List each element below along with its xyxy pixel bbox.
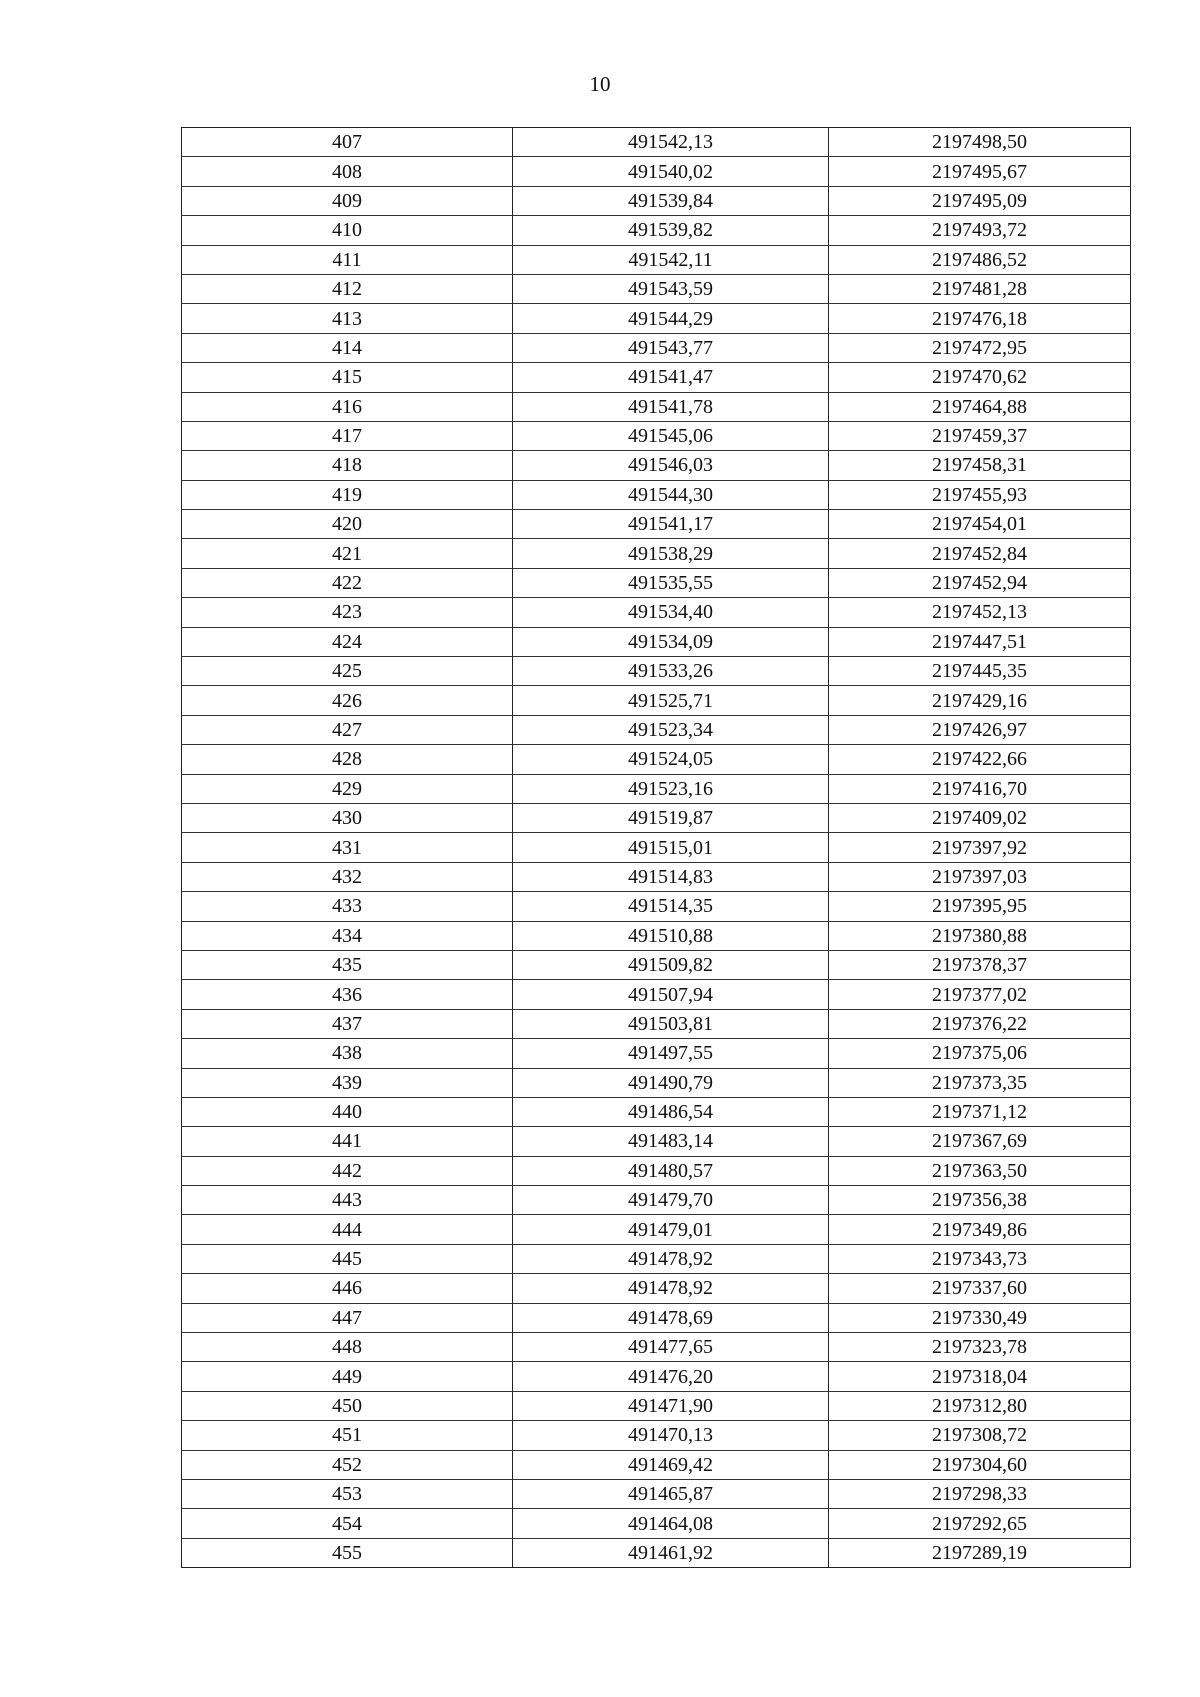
point-number-cell: 415 xyxy=(182,363,513,392)
point-number-cell: 432 xyxy=(182,862,513,891)
point-number-cell: 430 xyxy=(182,803,513,832)
y-coordinate-cell: 2197454,01 xyxy=(829,510,1131,539)
y-coordinate-cell: 2197292,65 xyxy=(829,1509,1131,1538)
x-coordinate-cell: 491542,13 xyxy=(513,128,829,157)
point-number-cell: 434 xyxy=(182,921,513,950)
x-coordinate-cell: 491543,77 xyxy=(513,333,829,362)
x-coordinate-cell: 491478,92 xyxy=(513,1244,829,1273)
y-coordinate-cell: 2197464,88 xyxy=(829,392,1131,421)
y-coordinate-cell: 2197495,09 xyxy=(829,186,1131,215)
y-coordinate-cell: 2197397,92 xyxy=(829,833,1131,862)
point-number-cell: 448 xyxy=(182,1333,513,1362)
table-row xyxy=(182,774,1131,803)
x-coordinate-cell: 491539,84 xyxy=(513,186,829,215)
x-coordinate-cell: 491534,09 xyxy=(513,627,829,656)
point-number-cell: 450 xyxy=(182,1391,513,1420)
table-row xyxy=(182,1421,1131,1450)
y-coordinate-cell: 2197486,52 xyxy=(829,245,1131,274)
point-number-cell: 442 xyxy=(182,1156,513,1185)
table-row xyxy=(182,392,1131,421)
y-coordinate-cell: 2197376,22 xyxy=(829,1009,1131,1038)
x-coordinate-cell: 491515,01 xyxy=(513,833,829,862)
x-coordinate-cell: 491543,59 xyxy=(513,274,829,303)
point-number-cell: 424 xyxy=(182,627,513,656)
table-row xyxy=(182,1303,1131,1332)
x-coordinate-cell: 491507,94 xyxy=(513,980,829,1009)
table-row xyxy=(182,128,1131,157)
table-row xyxy=(182,627,1131,656)
y-coordinate-cell: 2197289,19 xyxy=(829,1538,1131,1567)
point-number-cell: 426 xyxy=(182,686,513,715)
y-coordinate-cell: 2197298,33 xyxy=(829,1479,1131,1508)
table-row xyxy=(182,1186,1131,1215)
y-coordinate-cell: 2197312,80 xyxy=(829,1391,1131,1420)
y-coordinate-cell: 2197452,13 xyxy=(829,598,1131,627)
table-row xyxy=(182,333,1131,362)
table-row xyxy=(182,862,1131,891)
table-row xyxy=(182,892,1131,921)
page-number: 10 xyxy=(589,72,611,96)
coordinates-table xyxy=(181,127,1131,1568)
table-row xyxy=(182,1333,1131,1362)
x-coordinate-cell: 491461,92 xyxy=(513,1538,829,1567)
point-number-cell: 454 xyxy=(182,1509,513,1538)
y-coordinate-cell: 2197337,60 xyxy=(829,1274,1131,1303)
y-coordinate-cell: 2197356,38 xyxy=(829,1186,1131,1215)
y-coordinate-cell: 2197380,88 xyxy=(829,921,1131,950)
y-coordinate-cell: 2197397,03 xyxy=(829,862,1131,891)
point-number-cell: 421 xyxy=(182,539,513,568)
y-coordinate-cell: 2197429,16 xyxy=(829,686,1131,715)
table-row xyxy=(182,480,1131,509)
table-row xyxy=(182,363,1131,392)
point-number-cell: 420 xyxy=(182,510,513,539)
x-coordinate-cell: 491509,82 xyxy=(513,950,829,979)
point-number-cell: 439 xyxy=(182,1068,513,1097)
point-number-cell: 431 xyxy=(182,833,513,862)
x-coordinate-cell: 491523,16 xyxy=(513,774,829,803)
x-coordinate-cell: 491540,02 xyxy=(513,157,829,186)
x-coordinate-cell: 491470,13 xyxy=(513,1421,829,1450)
y-coordinate-cell: 2197459,37 xyxy=(829,421,1131,450)
x-coordinate-cell: 491545,06 xyxy=(513,421,829,450)
point-number-cell: 447 xyxy=(182,1303,513,1332)
table-row xyxy=(182,833,1131,862)
y-coordinate-cell: 2197470,62 xyxy=(829,363,1131,392)
y-coordinate-cell: 2197458,31 xyxy=(829,451,1131,480)
table-row xyxy=(182,1479,1131,1508)
point-number-cell: 411 xyxy=(182,245,513,274)
x-coordinate-cell: 491544,30 xyxy=(513,480,829,509)
point-number-cell: 423 xyxy=(182,598,513,627)
y-coordinate-cell: 2197395,95 xyxy=(829,892,1131,921)
x-coordinate-cell: 491542,11 xyxy=(513,245,829,274)
point-number-cell: 416 xyxy=(182,392,513,421)
y-coordinate-cell: 2197447,51 xyxy=(829,627,1131,656)
point-number-cell: 414 xyxy=(182,333,513,362)
table-row xyxy=(182,686,1131,715)
y-coordinate-cell: 2197363,50 xyxy=(829,1156,1131,1185)
table-row xyxy=(182,1362,1131,1391)
y-coordinate-cell: 2197318,04 xyxy=(829,1362,1131,1391)
x-coordinate-cell: 491544,29 xyxy=(513,304,829,333)
x-coordinate-cell: 491525,71 xyxy=(513,686,829,715)
x-coordinate-cell: 491523,34 xyxy=(513,715,829,744)
y-coordinate-cell: 2197304,60 xyxy=(829,1450,1131,1479)
x-coordinate-cell: 491541,78 xyxy=(513,392,829,421)
x-coordinate-cell: 491465,87 xyxy=(513,1479,829,1508)
table-row xyxy=(182,1097,1131,1126)
x-coordinate-cell: 491533,26 xyxy=(513,657,829,686)
point-number-cell: 441 xyxy=(182,1127,513,1156)
point-number-cell: 410 xyxy=(182,216,513,245)
point-number-cell: 407 xyxy=(182,128,513,157)
point-number-cell: 437 xyxy=(182,1009,513,1038)
table-row xyxy=(182,950,1131,979)
x-coordinate-cell: 491519,87 xyxy=(513,803,829,832)
y-coordinate-cell: 2197455,93 xyxy=(829,480,1131,509)
x-coordinate-cell: 491479,01 xyxy=(513,1215,829,1244)
y-coordinate-cell: 2197416,70 xyxy=(829,774,1131,803)
table-row xyxy=(182,245,1131,274)
y-coordinate-cell: 2197375,06 xyxy=(829,1039,1131,1068)
x-coordinate-cell: 491514,83 xyxy=(513,862,829,891)
x-coordinate-cell: 491539,82 xyxy=(513,216,829,245)
x-coordinate-cell: 491535,55 xyxy=(513,568,829,597)
x-coordinate-cell: 491541,17 xyxy=(513,510,829,539)
table-row xyxy=(182,598,1131,627)
point-number-cell: 440 xyxy=(182,1097,513,1126)
y-coordinate-cell: 2197308,72 xyxy=(829,1421,1131,1450)
x-coordinate-cell: 491538,29 xyxy=(513,539,829,568)
y-coordinate-cell: 2197481,28 xyxy=(829,274,1131,303)
table-row xyxy=(182,1127,1131,1156)
point-number-cell: 436 xyxy=(182,980,513,1009)
point-number-cell: 408 xyxy=(182,157,513,186)
point-number-cell: 445 xyxy=(182,1244,513,1273)
y-coordinate-cell: 2197323,78 xyxy=(829,1333,1131,1362)
table-row xyxy=(182,568,1131,597)
y-coordinate-cell: 2197378,37 xyxy=(829,950,1131,979)
table-row xyxy=(182,1538,1131,1567)
table-row xyxy=(182,1274,1131,1303)
y-coordinate-cell: 2197493,72 xyxy=(829,216,1131,245)
table-row xyxy=(182,715,1131,744)
table-row xyxy=(182,657,1131,686)
y-coordinate-cell: 2197343,73 xyxy=(829,1244,1131,1273)
y-coordinate-cell: 2197377,02 xyxy=(829,980,1131,1009)
x-coordinate-cell: 491514,35 xyxy=(513,892,829,921)
table-row xyxy=(182,1244,1131,1273)
point-number-cell: 452 xyxy=(182,1450,513,1479)
y-coordinate-cell: 2197498,50 xyxy=(829,128,1131,157)
point-number-cell: 451 xyxy=(182,1421,513,1450)
table-row xyxy=(182,1391,1131,1420)
point-number-cell: 413 xyxy=(182,304,513,333)
table-row xyxy=(182,745,1131,774)
table-row xyxy=(182,274,1131,303)
table-row xyxy=(182,1039,1131,1068)
point-number-cell: 428 xyxy=(182,745,513,774)
x-coordinate-cell: 491503,81 xyxy=(513,1009,829,1038)
y-coordinate-cell: 2197371,12 xyxy=(829,1097,1131,1126)
point-number-cell: 433 xyxy=(182,892,513,921)
x-coordinate-cell: 491490,79 xyxy=(513,1068,829,1097)
table-row xyxy=(182,421,1131,450)
coordinates-table-body xyxy=(182,128,1131,1568)
x-coordinate-cell: 491476,20 xyxy=(513,1362,829,1391)
y-coordinate-cell: 2197367,69 xyxy=(829,1127,1131,1156)
table-row xyxy=(182,803,1131,832)
table-row xyxy=(182,1215,1131,1244)
y-coordinate-cell: 2197452,94 xyxy=(829,568,1131,597)
point-number-cell: 435 xyxy=(182,950,513,979)
point-number-cell: 455 xyxy=(182,1538,513,1567)
y-coordinate-cell: 2197445,35 xyxy=(829,657,1131,686)
x-coordinate-cell: 491469,42 xyxy=(513,1450,829,1479)
point-number-cell: 429 xyxy=(182,774,513,803)
x-coordinate-cell: 491471,90 xyxy=(513,1391,829,1420)
table-row xyxy=(182,510,1131,539)
table-row xyxy=(182,304,1131,333)
point-number-cell: 427 xyxy=(182,715,513,744)
x-coordinate-cell: 491479,70 xyxy=(513,1186,829,1215)
point-number-cell: 438 xyxy=(182,1039,513,1068)
table-row xyxy=(182,157,1131,186)
y-coordinate-cell: 2197476,18 xyxy=(829,304,1131,333)
point-number-cell: 453 xyxy=(182,1479,513,1508)
y-coordinate-cell: 2197373,35 xyxy=(829,1068,1131,1097)
table-row xyxy=(182,1450,1131,1479)
point-number-cell: 419 xyxy=(182,480,513,509)
table-row xyxy=(182,186,1131,215)
y-coordinate-cell: 2197452,84 xyxy=(829,539,1131,568)
x-coordinate-cell: 491510,88 xyxy=(513,921,829,950)
x-coordinate-cell: 491464,08 xyxy=(513,1509,829,1538)
x-coordinate-cell: 491497,55 xyxy=(513,1039,829,1068)
point-number-cell: 444 xyxy=(182,1215,513,1244)
x-coordinate-cell: 491483,14 xyxy=(513,1127,829,1156)
x-coordinate-cell: 491478,69 xyxy=(513,1303,829,1332)
point-number-cell: 446 xyxy=(182,1274,513,1303)
table-row xyxy=(182,1009,1131,1038)
x-coordinate-cell: 491486,54 xyxy=(513,1097,829,1126)
table-row xyxy=(182,921,1131,950)
table-row xyxy=(182,1509,1131,1538)
point-number-cell: 425 xyxy=(182,657,513,686)
x-coordinate-cell: 491541,47 xyxy=(513,363,829,392)
point-number-cell: 443 xyxy=(182,1186,513,1215)
y-coordinate-cell: 2197426,97 xyxy=(829,715,1131,744)
y-coordinate-cell: 2197349,86 xyxy=(829,1215,1131,1244)
table-row xyxy=(182,1068,1131,1097)
table-row xyxy=(182,1156,1131,1185)
table-row xyxy=(182,216,1131,245)
y-coordinate-cell: 2197409,02 xyxy=(829,803,1131,832)
table-row xyxy=(182,980,1131,1009)
x-coordinate-cell: 491480,57 xyxy=(513,1156,829,1185)
point-number-cell: 412 xyxy=(182,274,513,303)
point-number-cell: 449 xyxy=(182,1362,513,1391)
table-row xyxy=(182,539,1131,568)
y-coordinate-cell: 2197330,49 xyxy=(829,1303,1131,1332)
y-coordinate-cell: 2197422,66 xyxy=(829,745,1131,774)
point-number-cell: 417 xyxy=(182,421,513,450)
point-number-cell: 409 xyxy=(182,186,513,215)
point-number-cell: 418 xyxy=(182,451,513,480)
table-row xyxy=(182,451,1131,480)
x-coordinate-cell: 491524,05 xyxy=(513,745,829,774)
x-coordinate-cell: 491477,65 xyxy=(513,1333,829,1362)
x-coordinate-cell: 491478,92 xyxy=(513,1274,829,1303)
point-number-cell: 422 xyxy=(182,568,513,597)
y-coordinate-cell: 2197495,67 xyxy=(829,157,1131,186)
x-coordinate-cell: 491546,03 xyxy=(513,451,829,480)
x-coordinate-cell: 491534,40 xyxy=(513,598,829,627)
y-coordinate-cell: 2197472,95 xyxy=(829,333,1131,362)
